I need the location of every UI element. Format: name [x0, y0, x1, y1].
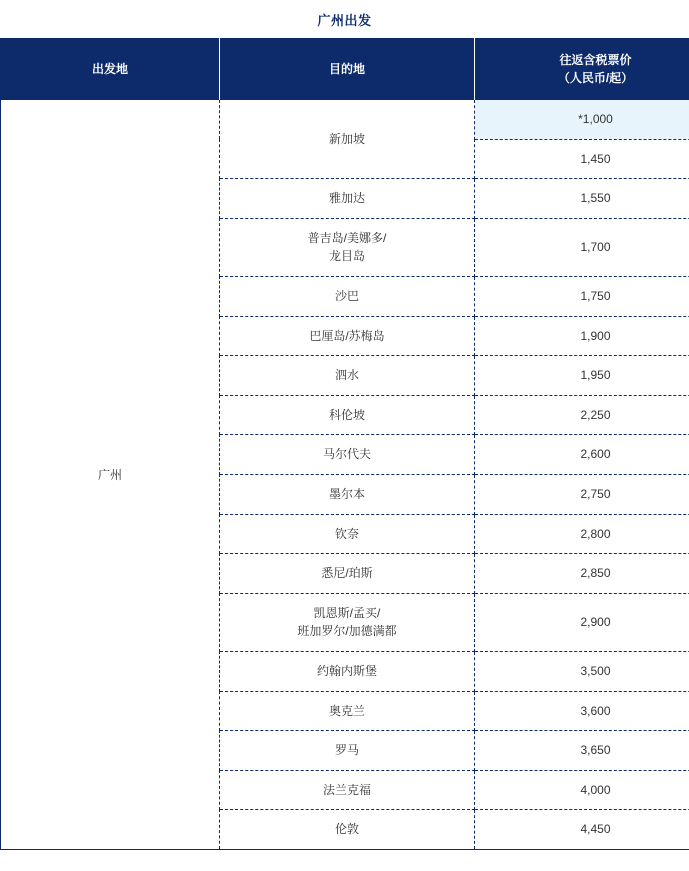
- destination-label-line1: 新加坡: [328, 131, 365, 146]
- destination-label-line1: 法兰克福: [322, 782, 371, 797]
- column-header-price-line1: 往返含税票价: [559, 53, 632, 67]
- price-cell: 2,600: [475, 435, 689, 475]
- column-header-price-line2: （人民币/起）: [557, 71, 634, 85]
- destination-label-line1: 雅加达: [328, 191, 365, 206]
- price-cell: 1,700: [475, 218, 689, 276]
- price-cell: 4,450: [475, 810, 689, 849]
- table-frame: [0, 38, 689, 850]
- price-cell: 2,800: [475, 514, 689, 554]
- price-cell: 1,550: [475, 179, 689, 219]
- column-header-origin: 出发地: [1, 38, 220, 100]
- column-header-destination: 目的地: [220, 38, 475, 100]
- destination-label-line1: 沙巴: [334, 288, 359, 303]
- destination-label-line1: 科伦坡: [328, 407, 365, 422]
- destination-label-line1: 伦敦: [334, 822, 359, 837]
- price-cell: *1,000: [475, 100, 689, 139]
- price-cell: 3,500: [475, 651, 689, 691]
- table-row: [1, 100, 689, 139]
- price-cell: 1,450: [475, 139, 689, 179]
- destination-label-line1: 墨尔本: [328, 486, 365, 501]
- destination-label-line1: 奥克兰: [328, 703, 365, 718]
- price-cell: 2,750: [475, 474, 689, 514]
- column-header-price: [475, 38, 689, 100]
- destination-label-line1: 悉尼/珀斯: [321, 566, 373, 581]
- origin-cell: 广州: [1, 100, 220, 849]
- destination-cell: [220, 731, 475, 771]
- destination-cell: [220, 435, 475, 475]
- destination-cell: [220, 554, 475, 594]
- price-cell: 3,600: [475, 691, 689, 731]
- destination-cell: [220, 770, 475, 810]
- destination-cell: [220, 179, 475, 219]
- destination-cell: [220, 474, 475, 514]
- destination-label-line1: 泗水: [334, 368, 359, 383]
- destination-cell: [220, 100, 475, 179]
- price-cell: 4,000: [475, 770, 689, 810]
- price-cell: 1,750: [475, 276, 689, 316]
- price-cell: 3,650: [475, 731, 689, 771]
- price-cell: 1,950: [475, 356, 689, 396]
- price-cell: 2,900: [475, 593, 689, 651]
- destination-cell: [220, 395, 475, 435]
- destination-cell: [220, 593, 475, 651]
- destination-label-line2: 龙目岛: [328, 249, 365, 264]
- destination-cell: [220, 810, 475, 849]
- price-cell: 2,850: [475, 554, 689, 594]
- fare-table: [1, 38, 689, 849]
- table-header-row: [1, 38, 689, 100]
- destination-cell: [220, 514, 475, 554]
- destination-label-line1: 钦奈: [334, 526, 359, 541]
- table-header: [1, 38, 689, 100]
- destination-label-line1: 马尔代夫: [322, 447, 371, 462]
- price-cell: 1,900: [475, 316, 689, 356]
- destination-cell: [220, 276, 475, 316]
- destination-label-line1: 巴厘岛/苏梅岛: [309, 328, 385, 343]
- destination-label-line1: 罗马: [334, 743, 359, 758]
- destination-cell: [220, 356, 475, 396]
- destination-cell: [220, 691, 475, 731]
- price-cell: 2,250: [475, 395, 689, 435]
- destination-cell: [220, 218, 475, 276]
- page-title: 广州出发: [317, 13, 372, 28]
- destination-label-line2: 班加罗尔/加德满都: [297, 624, 397, 639]
- destination-label-line1: 凯恩斯/孟买/: [313, 605, 381, 620]
- destination-cell: [220, 316, 475, 356]
- table-body: [1, 100, 689, 849]
- destination-label-line1: 普吉岛/美娜多/: [307, 230, 387, 245]
- destination-label-line1: 约翰内斯堡: [316, 663, 377, 678]
- destination-cell: [220, 651, 475, 691]
